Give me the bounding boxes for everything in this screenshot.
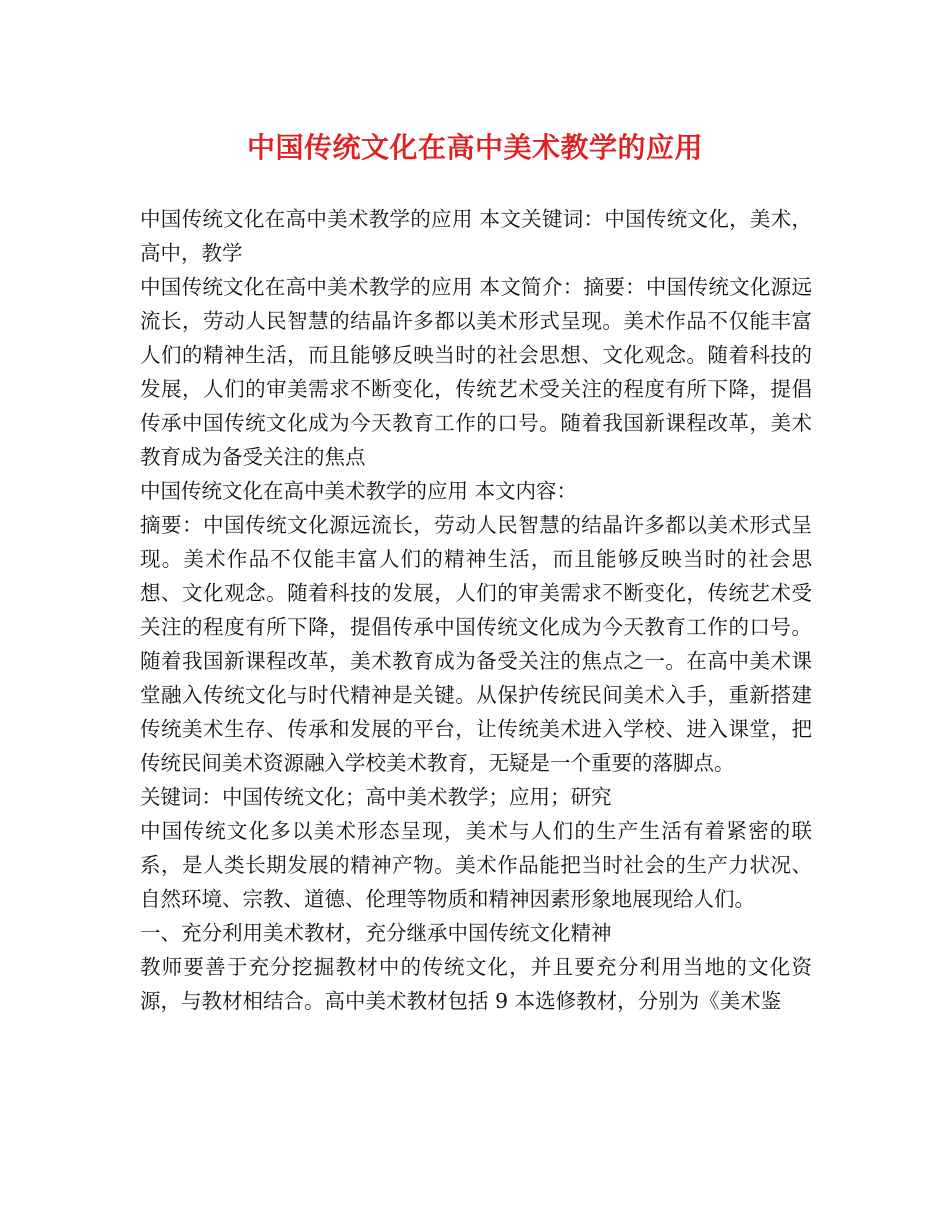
- section-paragraph: 教师要善于充分挖掘教材中的传统文化，并且要充分利用当地的文化资源，与教材相结合。高中美术教材包括 9 本选修教材，分别为《美术鉴: [140, 955, 812, 1013]
- summary-paragraph: 中国传统文化在高中美术教学的应用 本文简介：摘要：中国传统文化源远流长，劳动人民智慧的结晶许多都以美术形式呈现。美术作品不仅能丰富人们的精神生活，而且能够反映当时的社会思想、文化观念。随着科技的发展，人们的审美需求不断变化，传统艺术受关注的程度有所下降，提倡传承中国传统文化成为今天教育工作的口号。随着我国新课程改革，美术教育成为备受关注的焦点: [140, 275, 812, 469]
- document-body: [140, 202, 812, 1018]
- keywords-line: 中国传统文化在高中美术教学的应用 本文关键词：中国传统文化，美术，高中，教学: [140, 207, 812, 265]
- section-heading: 一、充分利用美术教材，充分继承中国传统文化精神: [140, 921, 612, 945]
- intro-paragraph: 中国传统文化多以美术形态呈现，美术与人们的生产生活有着紧密的联系，是人类长期发展的精神产物。美术作品能把当时社会的生产力状况、自然环境、宗教、道德、伦理等物质和精神因素形象地展现给人们。: [140, 819, 812, 911]
- document-title: 中国传统文化在高中美术教学的应用: [246, 131, 703, 164]
- keywords-paragraph: 关键词：中国传统文化；高中美术教学；应用；研究: [140, 785, 612, 809]
- content-heading-line: 中国传统文化在高中美术教学的应用 本文内容：: [140, 479, 578, 503]
- abstract-paragraph: 摘要：中国传统文化源远流长，劳动人民智慧的结晶许多都以美术形式呈现。美术作品不仅能丰富人们的精神生活，而且能够反映当时的社会思想、文化观念。随着科技的发展，人们的审美需求不断变化，传统艺术受关注的程度有所下降，提倡传承中国传统文化成为今天教育工作的口号。随着我国新课程改革，美术教育成为备受关注的焦点之一。在高中美术课堂融入传统文化与时代精神是关键。从保护传统民间美术入手，重新搭建传统美术生存、传承和发展的平台，让传统美术进入学校、进入课堂，把传统民间美术资源融入学校美术教育，无疑是一个重要的落脚点。: [140, 513, 812, 775]
